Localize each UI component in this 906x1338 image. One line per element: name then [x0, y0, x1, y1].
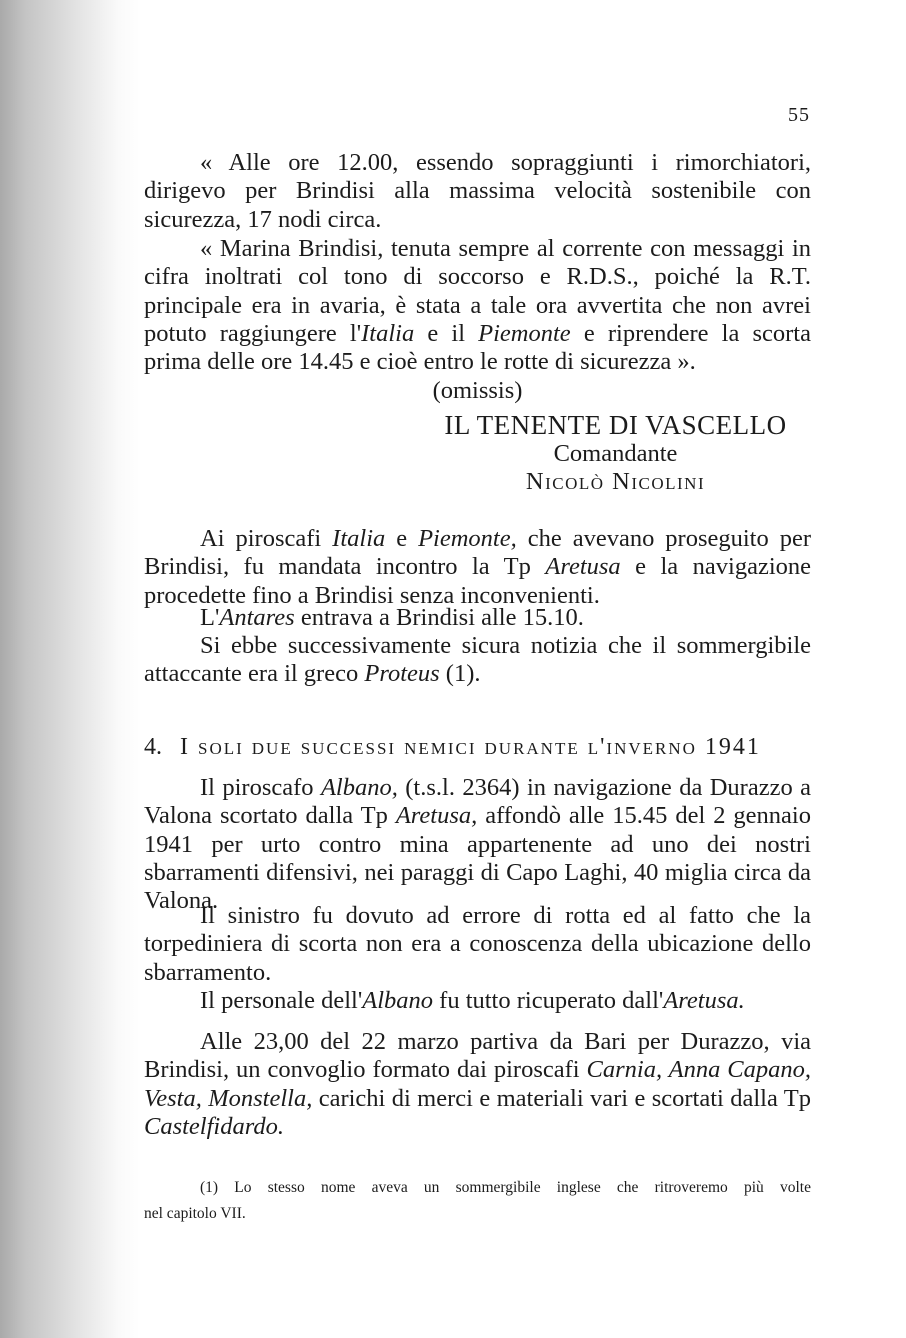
- quote-text: e riprendere la scorta prima delle ore 14.45 e cioè entro le rotte di sicurezza ».: [144, 319, 811, 376]
- footnote-line-2: nel capitolo VII.: [144, 1205, 246, 1222]
- quote-text: « Marina Brindisi, tenuta sempre al corrente con messaggi in cifra inoltrati col tono di soccorso e R.D.S., poiché la R.T. principale era in avaria, è stata a tale ora avvertita che non avrei potuto raggiungere l': [144, 235, 811, 347]
- signature-role: Comandante: [553, 440, 678, 467]
- body-text: Il personale dell': [200, 987, 363, 1014]
- body-text: Si ebbe successivamente sicura notizia che il sommergibile attaccante era il greco: [144, 632, 811, 688]
- section-number: 4.: [144, 734, 162, 760]
- quote-text: e il: [414, 319, 479, 347]
- section-title: I soli due successi nemici durante l'inverno 1941: [180, 734, 761, 760]
- body-text: (t.s.l. 2364) in navigazione da Durazzo a Valona scortato dalla Tp: [144, 774, 811, 830]
- quote-paragraph-2: [144, 235, 811, 376]
- submarine-name: Proteus: [364, 660, 440, 688]
- ship-names: Carnia, Anna Capano, Vesta, Monstella,: [144, 1056, 811, 1112]
- footnote-line-1: (1) Lo stesso nome aveva un sommergibile inglese che ritroveremo più volte: [200, 1179, 811, 1196]
- signature-name: Nicolò Nicolini: [525, 468, 706, 495]
- narrative-paragraph-3: [144, 632, 811, 689]
- quote-paragraph-1: « Alle ore 12.00, essendo sopraggiunti i rimorchiatori, dirigevo per Brindisi alla massima velocità sostenibile con sicurezza, 17 nodi circa.: [144, 149, 811, 233]
- section-paragraph-2: Il sinistro fu dovuto ad errore di rotta ed al fatto che la torpediniera di scorta non era a conoscenza della ubicazione dello sbarramento.: [144, 902, 811, 986]
- ship-name: Piemonte: [478, 319, 571, 347]
- ship-name: Italia: [361, 319, 415, 347]
- body-text: che avevano proseguito per Brindisi, fu mandata incontro la Tp: [144, 525, 811, 581]
- ship-name: Albano: [362, 987, 434, 1014]
- section-paragraph-1: [144, 774, 811, 915]
- body-text: Alle 23,00 del 22 marzo partiva da Bari per Durazzo, via Brindisi, un convoglio formato dai piroscafi: [144, 1028, 811, 1084]
- body-text: entrava a Brindisi alle 15.10.: [294, 604, 584, 631]
- body-text: (1).: [439, 660, 481, 688]
- ship-name: Castelfidardo.: [144, 1112, 284, 1140]
- section-paragraph-3: [144, 987, 811, 1015]
- body-text: affondò alle 15.45 del 2 gennaio 1941 per urto contro mina appartenente ad uno dei nostri sbarramenti difensivi, nei paraggi di Capo Laghi, 40 miglia circa da Valona.: [144, 802, 811, 915]
- body-text: Il piroscafo: [200, 774, 321, 801]
- narrative-paragraph-2: [144, 604, 811, 632]
- body-text: Ai piroscafi: [200, 525, 333, 552]
- omissis-note: (omissis): [432, 377, 523, 404]
- ship-name: Albano,: [320, 774, 398, 801]
- ship-name: Piemonte,: [418, 525, 517, 552]
- narrative-paragraph-1: [144, 525, 811, 610]
- ship-name: Antares: [219, 604, 295, 631]
- body-text: carichi di merci e materiali vari e scortati dalla Tp: [312, 1084, 811, 1112]
- body-text: e: [385, 525, 419, 552]
- ship-name: Aretusa: [545, 553, 621, 581]
- ship-name: Italia: [332, 525, 386, 552]
- page-number: 55: [788, 104, 810, 126]
- section-heading: [144, 733, 824, 761]
- body-text: fu tutto ricuperato dall': [433, 987, 664, 1014]
- footnote: [144, 1175, 811, 1227]
- signature-title: IL TENENTE DI VASCELLO: [444, 410, 787, 440]
- body-text: e la navigazione procedette fino a Brindisi senza inconvenienti.: [144, 553, 811, 609]
- body-text: L': [200, 604, 220, 631]
- section-paragraph-4: [144, 1028, 811, 1141]
- ship-name: Aretusa,: [395, 802, 478, 830]
- ship-name: Aretusa.: [663, 987, 745, 1014]
